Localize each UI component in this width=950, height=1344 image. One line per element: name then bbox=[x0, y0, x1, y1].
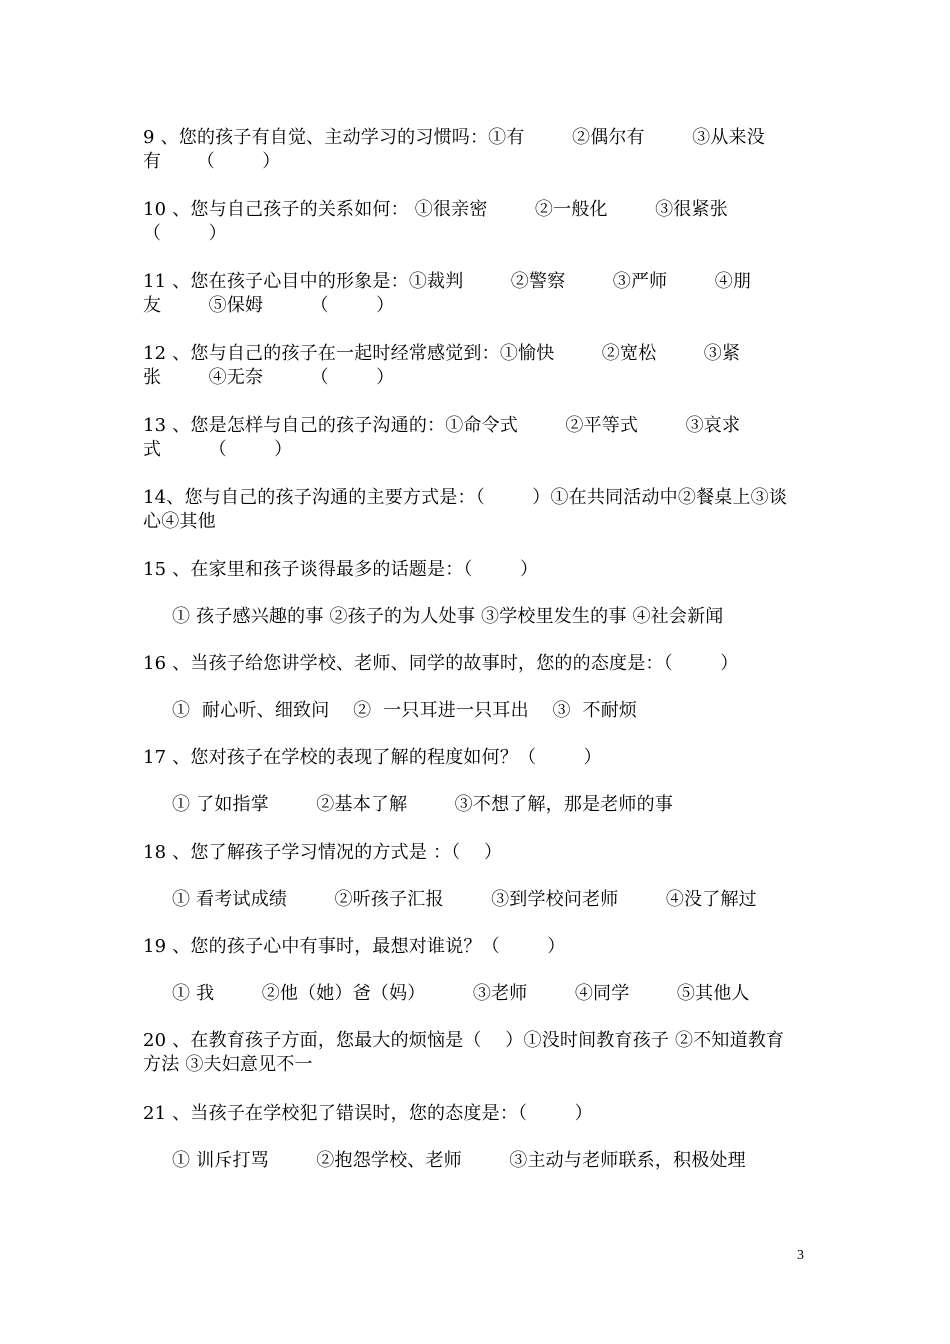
question-17-line-1: 17 、您对孩子在学校的表现了解的程度如何？（ ） bbox=[143, 747, 602, 768]
question-9-line-2: 有 （ ） bbox=[143, 151, 281, 172]
question-10-line-1: 10 、您与自己孩子的关系如何： ①很亲密 ②一般化 ③很紧张 bbox=[143, 199, 728, 220]
question-18-options: ① 看考试成绩 ②听孩子汇报 ③到学校问老师 ④没了解过 bbox=[172, 889, 757, 910]
question-18-line-1: 18 、您了解孩子学习情况的方式是 ：（ ） bbox=[143, 842, 503, 863]
question-19-options: ① 我 ②他（她）爸（妈） ③老师 ④同学 ⑤其他人 bbox=[172, 983, 750, 1004]
question-14-line-1: 14、您与自己的孩子沟通的主要方式是：（ ）①在共同活动中②餐桌上③谈 bbox=[143, 487, 788, 508]
question-21-options: ① 训斥打骂 ②抱怨学校、老师 ③主动与老师联系，积极处理 bbox=[172, 1150, 746, 1171]
question-21-line-1: 21 、当孩子在学校犯了错误时，您的态度是：（ ） bbox=[143, 1103, 593, 1124]
question-15-line-1: 15 、在家里和孩子谈得最多的话题是：（ ） bbox=[143, 559, 539, 580]
page-number: 3 bbox=[797, 1248, 804, 1263]
question-17-options: ① 了如指掌 ②基本了解 ③不想了解，那是老师的事 bbox=[172, 794, 674, 815]
question-10-line-2: （ ） bbox=[143, 223, 227, 244]
question-13-line-1: 13 、您是怎样与自己的孩子沟通的：①命令式 ②平等式 ③哀求 bbox=[143, 415, 741, 436]
question-12-line-2: 张 ④无奈 （ ） bbox=[143, 367, 395, 388]
question-20-line-2: 方法 ③夫妇意见不一 bbox=[143, 1054, 313, 1075]
question-9-line-1: 9 、您的孩子有自觉、主动学习的习惯吗：①有 ②偶尔有 ③从来没 bbox=[143, 127, 765, 148]
question-11-line-1: 11 、您在孩子心目中的形象是：①裁判 ②警察 ③严师 ④朋 bbox=[143, 271, 752, 292]
question-15-options: ① 孩子感兴趣的事 ②孩子的为人处事 ③学校里发生的事 ④社会新闻 bbox=[172, 606, 724, 627]
question-19-line-1: 19 、您的孩子心中有事时，最想对谁说？（ ） bbox=[143, 936, 566, 957]
question-12-line-1: 12 、您与自己的孩子在一起时经常感觉到：①愉快 ②宽松 ③紧 bbox=[143, 343, 741, 364]
question-13-line-2: 式 （ ） bbox=[143, 439, 293, 460]
question-14-line-2: 心④其他 bbox=[143, 511, 216, 532]
question-11-line-2: 友 ⑤保姆 （ ） bbox=[143, 295, 395, 316]
question-20-line-1: 20 、在教育孩子方面，您最大的烦恼是（ ）①没时间教育孩子 ②不知道教育 bbox=[143, 1030, 785, 1051]
question-16-line-1: 16 、当孩子给您讲学校、老师、同学的故事时，您的的态度是：（ ） bbox=[143, 653, 739, 674]
question-16-options: ① 耐心听、细致问 ② 一只耳进一只耳出 ③ 不耐烦 bbox=[172, 700, 638, 721]
